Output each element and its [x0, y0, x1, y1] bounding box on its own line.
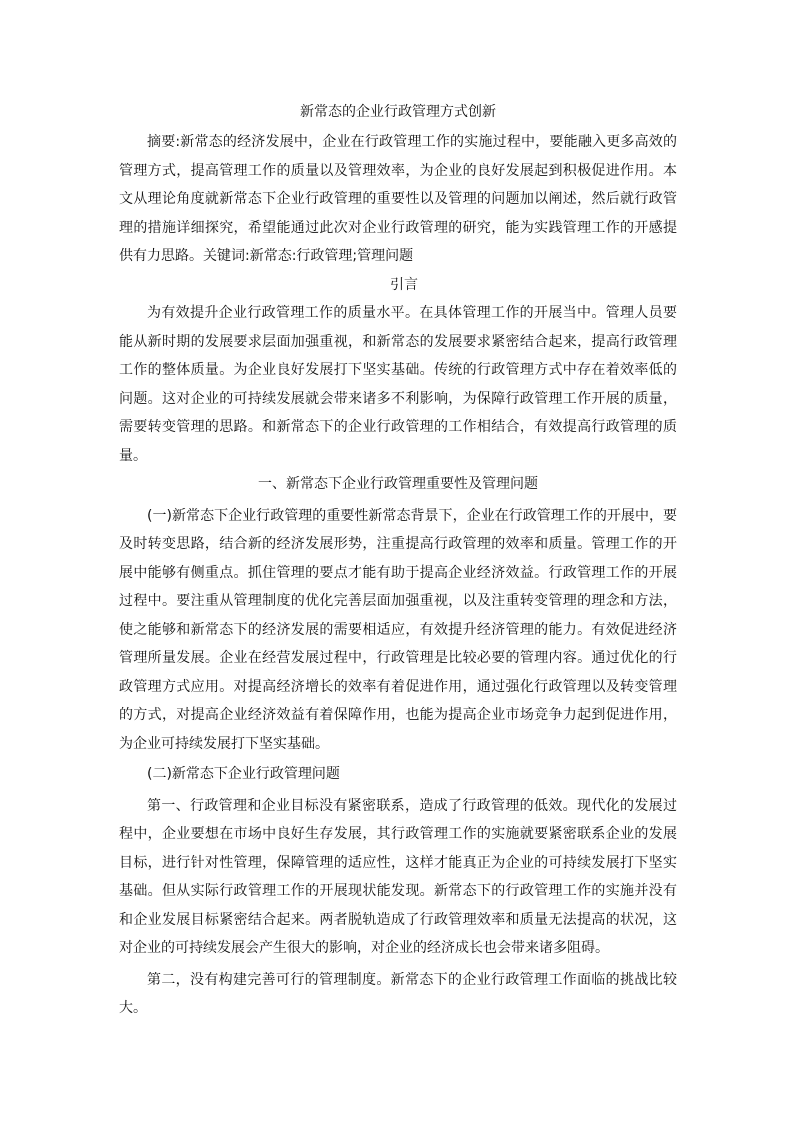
- document-title: 新常态的企业行政管理方式创新: [300, 104, 496, 120]
- intro-heading: 引言: [390, 276, 418, 293]
- document-page: [119, 96, 677, 1023]
- intro-paragraph: 为有效提升企业行政管理工作的质量水平。在具体管理工作的开展当中。管理人员要能从新时期的发展要求层面加强重视，和新常态的发展要求紧密结合起来，提高行政管理工作的整体质量。为企业良好发展打下坚实基础。传统的行政管理方式中存在着效率低的问题。这对企业的可持续发展就会带来诸多不利影响，为保障行政管理工作开展的质量，需要转变管理的思路。和新常态下的企业行政管理的工作相结合，有效提高行政管理的质量。: [119, 305, 677, 464]
- problem1-paragraph: 第一、行政管理和企业目标没有紧密联系，造成了行政管理的低效。现代化的发展过程中，企业要想在市场中良好生存发展，其行政管理工作的实施就要紧密联系企业的发展目标，进行针对性管理，保障管理的适应性，这样才能真正为企业的可持续发展打下坚实基础。但从实际行政管理工作的开展现状能发现。新常态下的行政管理工作的实施并没有和企业发展目标紧密结合起来。两者脱轨造成了行政管理效率和质量无法提高的状况，这对企业的可持续发展会产生很大的影响，对企业的经济成长也会带来诸多阻碍。: [119, 797, 677, 956]
- section1-paragraph: (一)新常态下企业行政管理的重要性新常态背景下，企业在行政管理工作的开展中，要及时转变思路，结合新的经济发展形势，注重提高行政管理的效率和质量。管理工作的开展中能够有侧重点。抓住管理的要点才能有助于提高企业经济效益。行政管理工作的开展过程中。要注重从管理制度的优化完善层面加强重视，以及注重转变管理的理念和方法，使之能够和新常态下的经济发展的需要相适应，有效提升经济管理的能力。有效促进经济管理所量发展。企业在经营发展过程中，行政管理是比较必要的管理内容。通过优化的行政管理方式应用。对提高经济增长的效率有着促进作用，通过强化行政管理以及转变管理的方式，对提高企业经济效益有着保障作用，也能为提高企业市场竞争力起到促进作用，为企业可持续发展打下坚实基础。: [119, 507, 677, 752]
- abstract-paragraph: 摘要:新常态的经济发展中，企业在行政管理工作的实施过程中，要能融入更多高效的管理方式，提高管理工作的质量以及管理效率，为企业的良好发展起到积极促进作用。本文从理论角度就新常态下企业行政管理的重要性以及管理的问题加以阐述，然后就行政管理的措施详细探究，希望能通过此次对企业行政管理的研究，能为实践管理工作的开感提供有力思路。关键词:新常态:行政管理;管理问题: [119, 134, 677, 264]
- problem2-paragraph: 第二，没有构建完善可行的管理制度。新常态下的企业行政管理工作面临的挑战比较大。: [119, 971, 677, 1016]
- section1-heading: 一、新常态下企业行政管理重要性及管理问题: [258, 476, 538, 492]
- subsection2-heading: (二)新常态下企业行政管理问题: [147, 766, 340, 782]
